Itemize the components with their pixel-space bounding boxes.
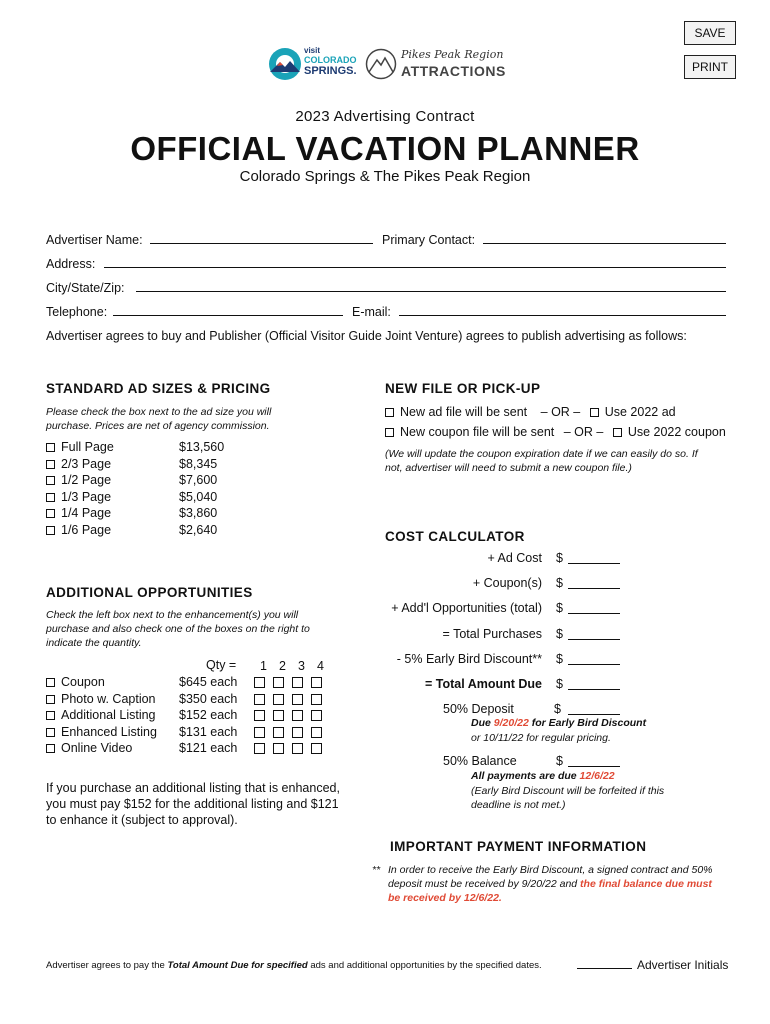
email-field[interactable] bbox=[399, 315, 726, 316]
payment-info-body: In order to receive the Early Bird Discount, a signed contract and 50% deposit must be received by 9/20/22 and bbox=[388, 864, 713, 890]
ad-size-checkbox[interactable] bbox=[46, 526, 55, 535]
qty-checkbox[interactable] bbox=[273, 677, 284, 688]
ad-size-label: 2/3 Page bbox=[61, 456, 112, 471]
qty-checkbox[interactable] bbox=[254, 710, 265, 721]
calc-row-currency: $ bbox=[556, 626, 563, 641]
opportunity-list bbox=[46, 674, 336, 757]
opportunity-checkbox[interactable] bbox=[46, 744, 55, 753]
advertiser-name-field[interactable] bbox=[150, 243, 373, 244]
use-2022-coupon-checkbox[interactable] bbox=[613, 428, 622, 437]
pikes-peak-attractions-logo bbox=[365, 46, 510, 82]
advertiser-name-label: Advertiser Name: bbox=[46, 233, 143, 247]
opportunity-label: Enhanced Listing bbox=[61, 724, 157, 739]
peak-badge-icon bbox=[365, 48, 397, 80]
qty-checkbox[interactable] bbox=[311, 727, 322, 738]
deposit-field[interactable] bbox=[568, 714, 620, 715]
qty-number: 3 bbox=[298, 659, 305, 673]
deposit-due-prefix: Due bbox=[471, 717, 491, 729]
ad-size-price: $13,560 bbox=[179, 440, 225, 454]
calc-row-label: + Coupon(s) bbox=[472, 576, 542, 591]
qty-checkbox[interactable] bbox=[311, 694, 322, 705]
new-coupon-file-label: New coupon file will be sent bbox=[400, 425, 555, 439]
calc-row-currency: $ bbox=[556, 651, 563, 666]
opportunity-price: $131 each bbox=[179, 724, 238, 739]
qty-checkbox[interactable] bbox=[311, 743, 322, 754]
print-button[interactable]: PRINT bbox=[684, 55, 736, 79]
use-2022-ad-label: Use 2022 ad bbox=[604, 405, 676, 419]
qty-checkbox[interactable] bbox=[292, 710, 303, 721]
opportunity-price: $121 each bbox=[179, 741, 238, 755]
new-ad-file-label: New ad file will be sent bbox=[400, 405, 528, 419]
ad-size-label: 1/6 Page bbox=[61, 522, 112, 537]
additional-instructions: Check the left box next to the enhancement(s) you will purchase and also check one of the boxes on the right to indicate the quantity. bbox=[46, 609, 310, 649]
qty-checkbox[interactable] bbox=[311, 677, 322, 688]
primary-contact-field[interactable] bbox=[483, 243, 726, 244]
logo-springs-text: SPRINGS. bbox=[304, 65, 357, 77]
footer-agreement bbox=[46, 960, 542, 971]
new-coupon-file-checkbox[interactable] bbox=[385, 428, 394, 437]
payment-stars: ** bbox=[372, 864, 381, 876]
qty-checkbox[interactable] bbox=[311, 710, 322, 721]
city-state-zip-field[interactable] bbox=[136, 291, 726, 292]
calc-row-field[interactable] bbox=[568, 588, 620, 589]
calc-row-field[interactable] bbox=[568, 664, 620, 665]
qty-checkbox[interactable] bbox=[292, 677, 303, 688]
qty-checkbox[interactable] bbox=[273, 694, 284, 705]
ad-size-checkbox[interactable] bbox=[46, 493, 55, 502]
new-ad-file-checkbox[interactable] bbox=[385, 408, 394, 417]
page-title: OFFICIAL VACATION PLANNER bbox=[130, 130, 640, 167]
save-button[interactable]: SAVE bbox=[684, 21, 736, 45]
ad-size-list bbox=[46, 439, 266, 538]
ad-size-row bbox=[46, 456, 266, 473]
qty-checkbox[interactable] bbox=[254, 694, 265, 705]
deposit-label: 50% Deposit bbox=[443, 702, 514, 716]
qty-number: 4 bbox=[317, 659, 324, 673]
advertiser-initials-field[interactable] bbox=[577, 968, 632, 969]
additional-opportunities-heading: ADDITIONAL OPPORTUNITIES bbox=[46, 585, 253, 600]
qty-number: 1 bbox=[260, 659, 267, 673]
calc-row-field[interactable] bbox=[568, 689, 620, 690]
opportunity-label: Online Video bbox=[61, 741, 133, 755]
qty-checkbox[interactable] bbox=[292, 727, 303, 738]
deposit-currency: $ bbox=[554, 702, 561, 716]
balance-due-line bbox=[471, 770, 615, 782]
new-coupon-file-row bbox=[385, 424, 726, 441]
deposit-due-line bbox=[471, 717, 646, 729]
opportunity-price: $645 each bbox=[179, 675, 238, 689]
agreement-text: Advertiser agrees to buy and Publisher (Official Visitor Guide Joint Venture) agrees to publish advertising as follows: bbox=[46, 329, 687, 343]
ad-size-label: 1/4 Page bbox=[61, 506, 112, 520]
ad-size-checkbox[interactable] bbox=[46, 476, 55, 485]
ad-size-row bbox=[46, 472, 266, 489]
use-2022-coupon-label: Use 2022 coupon bbox=[627, 425, 726, 439]
email-label: E-mail: bbox=[352, 305, 391, 319]
opportunity-label: Coupon bbox=[61, 675, 105, 689]
opportunity-label: Additional Listing bbox=[61, 708, 156, 722]
calc-row-field[interactable] bbox=[568, 563, 620, 564]
visit-colorado-springs-logo bbox=[268, 46, 358, 82]
ad-size-row bbox=[46, 505, 266, 522]
logo-attractions-text: ATTRACTIONS bbox=[401, 63, 506, 79]
qty-checkbox[interactable] bbox=[254, 743, 265, 754]
calc-row-label: = Total Amount Due bbox=[424, 677, 542, 691]
telephone-field[interactable] bbox=[113, 315, 343, 316]
calc-row-label: + Add'l Opportunities (total) bbox=[391, 601, 542, 616]
ad-size-checkbox[interactable] bbox=[46, 460, 55, 469]
coupon-note: (We will update the coupon expiration date if we can easily do so. If not, advertiser will need to submit a new coupon file.) bbox=[385, 448, 698, 474]
ad-size-checkbox[interactable] bbox=[46, 509, 55, 518]
payment-final-balance: the final balance due must be received by 12/6/22. bbox=[388, 878, 712, 904]
ad-size-row bbox=[46, 439, 266, 456]
additional-listing-note: If you purchase an additional listing that is enhanced, you must pay $152 for the additional listing and $121 to enhance it (subject to approval). bbox=[46, 781, 340, 827]
telephone-label: Telephone: bbox=[46, 305, 108, 319]
new-file-heading: NEW FILE OR PICK-UP bbox=[385, 381, 541, 396]
ad-size-label: 1/3 Page bbox=[61, 489, 112, 504]
opportunity-label: Photo w. Caption bbox=[61, 691, 156, 706]
deposit-due-suffix: for Early Bird Discount bbox=[531, 717, 647, 729]
balance-currency: $ bbox=[556, 754, 563, 768]
footer-prefix: Advertiser agrees to pay the bbox=[46, 960, 165, 971]
standard-instructions: Please check the box next to the ad size you will purchase. Prices are net of agency commission. bbox=[46, 406, 272, 432]
ad-size-checkbox[interactable] bbox=[46, 443, 55, 452]
balance-due-prefix: All payments are due bbox=[471, 770, 577, 782]
opportunity-row bbox=[46, 740, 336, 757]
opportunity-row bbox=[46, 707, 336, 724]
calc-row-currency: $ bbox=[556, 601, 563, 616]
ad-size-label: 1/2 Page bbox=[61, 473, 112, 487]
qty-checkbox[interactable] bbox=[292, 743, 303, 754]
footer-suffix: ads and additional opportunities by the specified dates. bbox=[310, 960, 542, 971]
logo-visit-text: visit bbox=[304, 46, 321, 55]
opportunity-price: $350 each bbox=[179, 691, 238, 706]
calc-row-field[interactable] bbox=[568, 613, 620, 614]
qty-checkbox[interactable] bbox=[273, 743, 284, 754]
page-subtitle: Colorado Springs & The Pikes Peak Region bbox=[239, 168, 531, 185]
payment-info-heading: IMPORTANT PAYMENT INFORMATION bbox=[390, 839, 647, 854]
calc-row-currency: $ bbox=[556, 677, 563, 691]
ad-size-price: $8,345 bbox=[179, 456, 218, 471]
calc-row-label: - 5% Early Bird Discount** bbox=[396, 651, 542, 666]
qty-checkbox[interactable] bbox=[254, 727, 265, 738]
payment-info-text bbox=[388, 863, 718, 905]
calc-row-currency: $ bbox=[556, 576, 563, 591]
address-label: Address: bbox=[46, 257, 96, 271]
address-field[interactable] bbox=[104, 267, 726, 268]
cost-calculator-heading: COST CALCULATOR bbox=[385, 529, 525, 544]
advertiser-initials-label: Advertiser Initials bbox=[637, 958, 729, 972]
calc-row-currency: $ bbox=[556, 551, 563, 565]
balance-label: 50% Balance bbox=[443, 754, 517, 768]
new-ad-file-row bbox=[385, 404, 676, 421]
use-2022-ad-checkbox[interactable] bbox=[590, 408, 599, 417]
mountain-logo-icon bbox=[268, 46, 302, 82]
opportunity-row bbox=[46, 691, 336, 708]
ad-size-row bbox=[46, 522, 266, 539]
opportunity-checkbox[interactable] bbox=[46, 678, 55, 687]
footer-bold: Total Amount Due for specified bbox=[167, 960, 308, 971]
qty-numbers bbox=[254, 657, 330, 675]
ad-size-price: $2,640 bbox=[179, 522, 218, 537]
deposit-regular-note: or 10/11/22 for regular pricing. bbox=[471, 732, 611, 744]
calc-row-label: = Total Purchases bbox=[442, 626, 542, 641]
opportunity-row bbox=[46, 724, 336, 741]
qty-number: 2 bbox=[279, 659, 286, 673]
ad-size-price: $5,040 bbox=[179, 489, 218, 504]
qty-checkbox[interactable] bbox=[273, 710, 284, 721]
opportunity-checkbox[interactable] bbox=[46, 695, 55, 704]
logo-pikes-peak-region-text: Pikes Peak Region bbox=[401, 48, 504, 61]
standard-ad-sizes-heading: STANDARD AD SIZES & PRICING bbox=[46, 381, 271, 396]
qty-label: Qty = bbox=[206, 658, 237, 672]
city-state-zip-label: City/State/Zip: bbox=[46, 281, 125, 295]
qty-checkbox[interactable] bbox=[273, 727, 284, 738]
contract-year: 2023 Advertising Contract bbox=[295, 108, 475, 125]
calc-row-field[interactable] bbox=[568, 639, 620, 640]
logo-colorado-text: COLORADO bbox=[304, 55, 357, 65]
primary-contact-label: Primary Contact: bbox=[382, 233, 476, 247]
qty-checkbox[interactable] bbox=[254, 677, 265, 688]
balance-field[interactable] bbox=[568, 766, 620, 767]
opportunity-price: $152 each bbox=[179, 708, 238, 722]
calc-row-label: + Ad Cost bbox=[487, 551, 542, 565]
or-separator: – OR – bbox=[540, 405, 581, 419]
or-separator: – OR – bbox=[563, 425, 604, 439]
opportunity-checkbox[interactable] bbox=[46, 728, 55, 737]
deposit-due-date: 9/20/22 bbox=[493, 717, 529, 729]
opportunity-row bbox=[46, 674, 336, 691]
ad-size-price: $7,600 bbox=[179, 473, 218, 487]
balance-note: (Early Bird Discount will be forfeited if this deadline is not met.) bbox=[471, 785, 665, 811]
ad-size-row bbox=[46, 489, 266, 506]
ad-size-label: Full Page bbox=[61, 440, 114, 454]
opportunity-checkbox[interactable] bbox=[46, 711, 55, 720]
qty-checkbox[interactable] bbox=[292, 694, 303, 705]
balance-due-date: 12/6/22 bbox=[579, 770, 615, 782]
ad-size-price: $3,860 bbox=[179, 506, 218, 520]
